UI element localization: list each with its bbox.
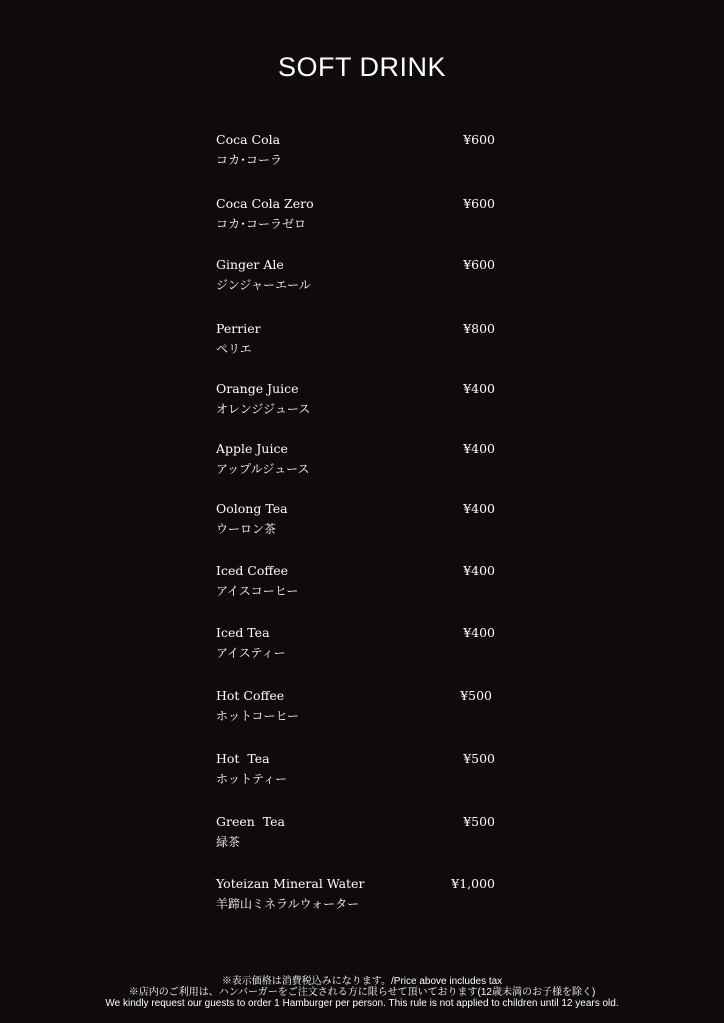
menu-item-price: ¥1,000 xyxy=(451,876,495,891)
menu-item xyxy=(216,875,506,937)
menu-item-price: ¥600 xyxy=(463,132,495,147)
drink-menu-list xyxy=(216,131,506,937)
menu-item-japanese-name: アイスコーヒー xyxy=(216,584,299,598)
menu-item-name: Apple Juice xyxy=(216,441,288,456)
menu-item-price: ¥400 xyxy=(463,441,495,456)
menu-item-japanese-name: コカ･コーラ xyxy=(216,153,283,167)
menu-item-price: ¥400 xyxy=(463,563,495,578)
order-policy-note-japanese: ※店内のご利用は、ハンバーガーをご注文される方に限らせて頂いております(12歳未満のお子様を除く) xyxy=(128,987,596,998)
menu-item-japanese-name: ホットコーヒー xyxy=(216,709,300,723)
menu-item xyxy=(216,131,506,195)
menu-item-japanese-name: ジンジャーエール xyxy=(216,278,311,292)
tax-note: ※表示価格は消費税込みになります。/Price above includes tax xyxy=(221,976,503,987)
menu-item-name: Iced Coffee xyxy=(216,563,289,578)
menu-item-name: Orange Juice xyxy=(216,381,299,396)
menu-item-price: ¥400 xyxy=(463,501,495,516)
menu-item-japanese-name: 羊蹄山ミネラルウォーター xyxy=(216,897,360,911)
order-policy-note-english: We kindly request our guests to order 1 Hamburger per person. This rule is not applied to children until 12 years old. xyxy=(105,998,619,1009)
menu-item-japanese-name: アイスティー xyxy=(216,646,286,660)
menu-item-name: Coca Cola Zero xyxy=(216,196,314,211)
menu-item xyxy=(216,750,506,813)
menu-item-name: Hot Tea xyxy=(216,751,270,766)
menu-item-name: Perrier xyxy=(216,321,261,336)
menu-item xyxy=(216,380,506,440)
menu-item xyxy=(216,320,506,380)
menu-item-japanese-name: オレンジジュース xyxy=(216,402,311,416)
menu-item xyxy=(216,624,506,687)
menu-item-name: Hot Coffee xyxy=(216,688,285,703)
menu-item xyxy=(216,813,506,875)
menu-item-price: ¥400 xyxy=(463,381,495,396)
menu-item xyxy=(216,440,506,500)
menu-item-name: Green Tea xyxy=(216,814,285,829)
menu-item-price: ¥400 xyxy=(463,625,495,640)
menu-item-name: Ginger Ale xyxy=(216,257,284,272)
menu-item-price: ¥500 xyxy=(460,688,492,703)
footer-notes xyxy=(0,976,724,1009)
menu-item-japanese-name: ウーロン茶 xyxy=(216,522,277,536)
menu-item-price: ¥800 xyxy=(463,321,495,336)
menu-item-price: ¥500 xyxy=(463,814,495,829)
menu-item xyxy=(216,562,506,624)
menu-item-japanese-name: アップルジュース xyxy=(216,462,310,476)
menu-item xyxy=(216,500,506,562)
menu-item-name: Oolong Tea xyxy=(216,501,288,516)
menu-item-name: Iced Tea xyxy=(216,625,270,640)
page-title: SOFT DRINK xyxy=(277,52,446,82)
menu-item xyxy=(216,687,506,750)
menu-item-japanese-name: コカ･コーラゼロ xyxy=(216,217,307,231)
menu-item-japanese-name: 緑茶 xyxy=(216,835,241,849)
menu-item xyxy=(216,256,506,320)
menu-item-price: ¥600 xyxy=(463,196,495,211)
menu-item-japanese-name: ホットティー xyxy=(216,772,288,786)
menu-item xyxy=(216,195,506,256)
menu-item-price: ¥500 xyxy=(463,751,495,766)
menu-item-name: Yoteizan Mineral Water xyxy=(216,876,365,891)
menu-item-japanese-name: ペリエ xyxy=(216,342,252,356)
menu-item-name: Coca Cola xyxy=(216,132,281,147)
menu-item-price: ¥600 xyxy=(463,257,495,272)
